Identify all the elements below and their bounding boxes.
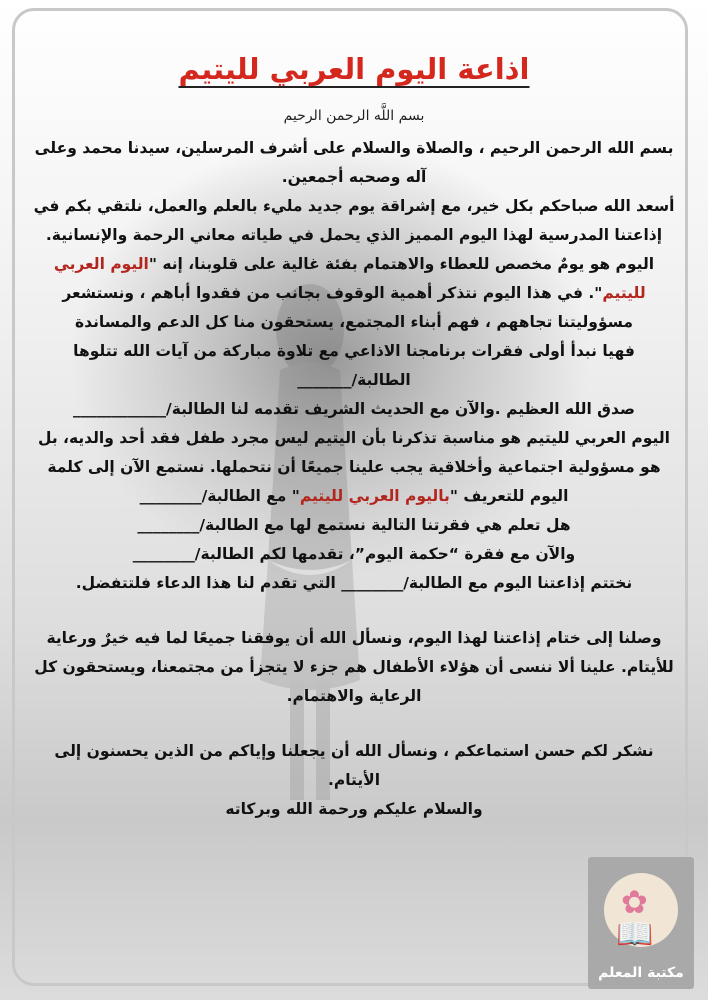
speech-text-end: " مع الطالبة/________	[139, 487, 300, 505]
library-logo	[588, 857, 694, 989]
did-you-know-line: هل تعلم هي فقرتنا التالية نستمع لها مع الطالبة/________	[137, 516, 571, 534]
flower-icon: ✿	[621, 883, 648, 921]
thanks-paragraph: نشكر لكم حسن استماعكم ، ونسأل الله أن يجعلنا وإياكم من الذين يحسنون إلى الأيتام.	[54, 742, 654, 789]
conclusion-paragraph: وصلنا إلى ختام إذاعتنا لهذا اليوم، ونسأل الله أن يوفقنا جميعًا لما فيه خيرٌ ورعاية للأيتام. علينا ألا ننسى أن هؤلاء الأطفال هم جزء لا يتجزأ من مجتمعنا، ويستحقون كل الرعاية والاهتمام.	[34, 629, 674, 705]
dua-line: نختتم إذاعتنا اليوم مع الطالبة/________ التي تقدم لنا هذا الدعاء فلتتفضل.	[75, 574, 633, 592]
quran-paragraph: فهيا نبدأ أولى فقرات برنامجنا الاذاعي مع تلاوة مباركة من آيات الله تتلوها الطالبة/_______	[73, 342, 635, 389]
occasion-highlight: اليوم العربي لليتيم	[53, 255, 646, 302]
page-title: اذاعة اليوم العربي لليتيم	[178, 52, 530, 86]
welcome-paragraph	[26, 192, 682, 337]
intro-paragraph: بسم الله الرحمن الرحيم ، والصلاة والسلام على أشرف المرسلين، سيدنا محمد وعلى آله وصحبه أجمعين.	[34, 139, 674, 186]
broadcast-content	[26, 52, 682, 824]
logo-text: مكتبة المعلم	[598, 965, 684, 981]
hadith-paragraph: صدق الله العظيم .والآن مع الحديث الشريف تقدمه لنا الطالبة/____________	[73, 400, 635, 418]
speech-text-start: اليوم العربي لليتيم هو مناسبة تذكرنا بأن اليتيم ليس مجرد طفل فقد أحد والديه، بل هو مسؤولية اجتماعية وأخلاقية يجب علينا جميعًا أن نتحملها. نستمع الآن إلى كلمة اليوم للتعريف "	[38, 429, 670, 505]
welcome-text-start: أسعد الله صباحكم بكل خير، مع إشراقة يوم جديد مليء بالعلم والعمل، نلتقي بكم في إذاعتنا المدرسية لهذا اليوم المميز الذي يحمل في طياته معاني الرحمة والإنسانية. اليوم هو يومٌ مخصص للعطاء والاهتمام بفئة غالية على قلوبنا، إنه "	[33, 197, 675, 273]
speech-paragraph	[26, 424, 682, 511]
wisdom-line: والآن مع فقرة “حكمة اليوم”، تقدمها لكم الطالبة/________	[132, 545, 576, 563]
basmala: بسم اللَّه الرحمن الرحيم	[283, 108, 425, 124]
book-icon: 📖	[616, 917, 654, 952]
closing-salutation: والسلام عليكم ورحمة الله وبركاته	[225, 800, 483, 818]
speech-highlight: باليوم العربي لليتيم	[299, 487, 450, 505]
welcome-text-end: ". في هذا اليوم نتذكر أهمية الوقوف بجانب من فقدوا أباهم ، ونستشعر مسؤوليتنا تجاههم ، فهم أبناء المجتمع، يستحقون منا كل الدعم والمساندة	[62, 284, 634, 331]
